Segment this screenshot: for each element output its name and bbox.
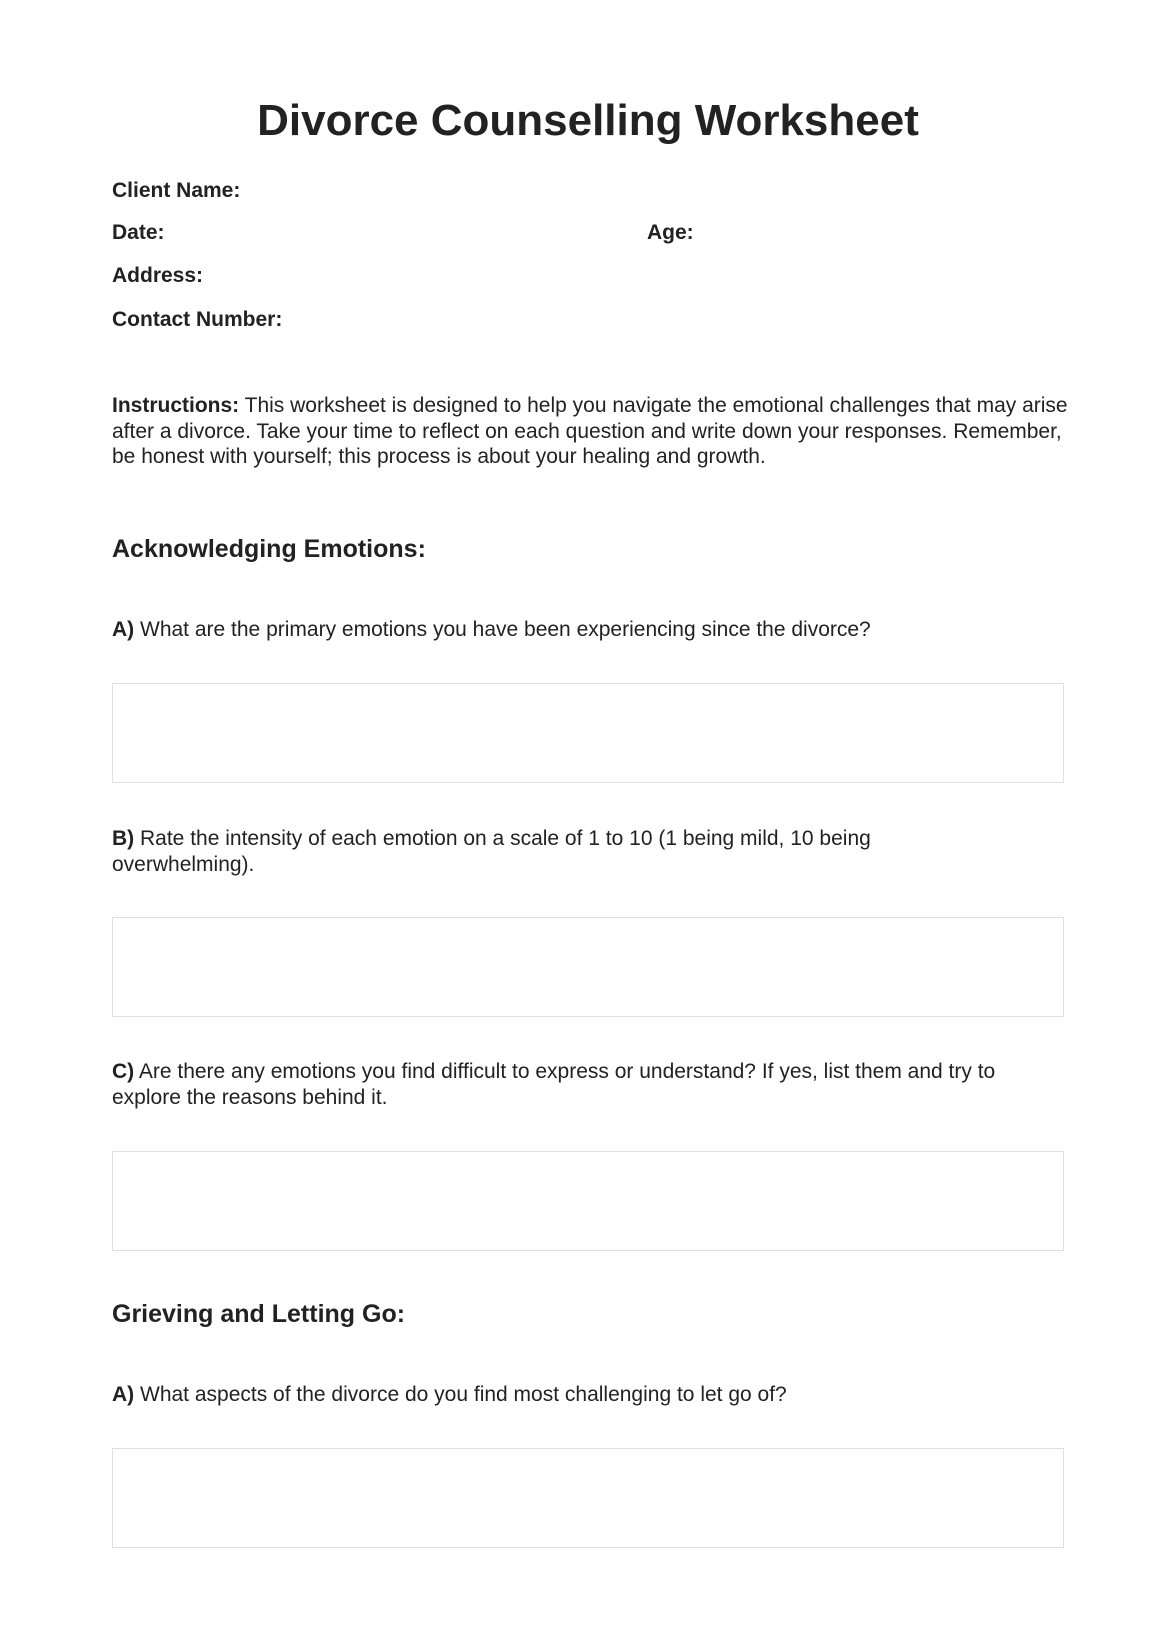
question-label: B) <box>112 827 135 850</box>
section-heading-grieving: Grieving and Letting Go: <box>112 1300 406 1328</box>
section-heading-acknowledging-emotions: Acknowledging Emotions: <box>112 535 426 563</box>
question-text: Rate the intensity of each emotion on a scale of 1 to 10 (1 being mild, 10 being overwhelming). <box>112 827 871 876</box>
answer-box-1a[interactable] <box>112 683 1064 783</box>
question-label: C) <box>112 1060 135 1083</box>
question-2a <box>112 1382 1072 1408</box>
answer-box-2a[interactable] <box>112 1448 1064 1548</box>
question-1b <box>112 826 1012 877</box>
contact-number-label: Contact Number: <box>112 308 283 331</box>
question-text: What aspects of the divorce do you find most challenging to let go of? <box>134 1383 787 1406</box>
date-label: Date: <box>112 221 165 244</box>
instructions <box>112 393 1072 470</box>
address-label: Address: <box>112 264 204 287</box>
client-name-label: Client Name: <box>112 179 241 202</box>
answer-box-1c[interactable] <box>112 1151 1064 1251</box>
instructions-text: This worksheet is designed to help you navigate the emotional challenges that may arise after a divorce. Take your time to reflect on each question and write down your responses. Remember, be honest with yourself; this process is about your healing and growth. <box>112 394 1068 468</box>
instructions-label: Instructions: <box>112 394 240 417</box>
question-1c <box>112 1059 1062 1110</box>
age-label: Age: <box>647 221 694 244</box>
question-text: Are there any emotions you find difficult to express or understand? If yes, list them and try to explore the reasons behind it. <box>112 1060 996 1109</box>
question-text: What are the primary emotions you have been experiencing since the divorce? <box>134 618 871 641</box>
page-title: Divorce Counselling Worksheet <box>257 96 919 145</box>
question-label: A) <box>112 618 135 641</box>
question-1a <box>112 617 1072 643</box>
question-label: A) <box>112 1383 135 1406</box>
answer-box-1b[interactable] <box>112 917 1064 1017</box>
